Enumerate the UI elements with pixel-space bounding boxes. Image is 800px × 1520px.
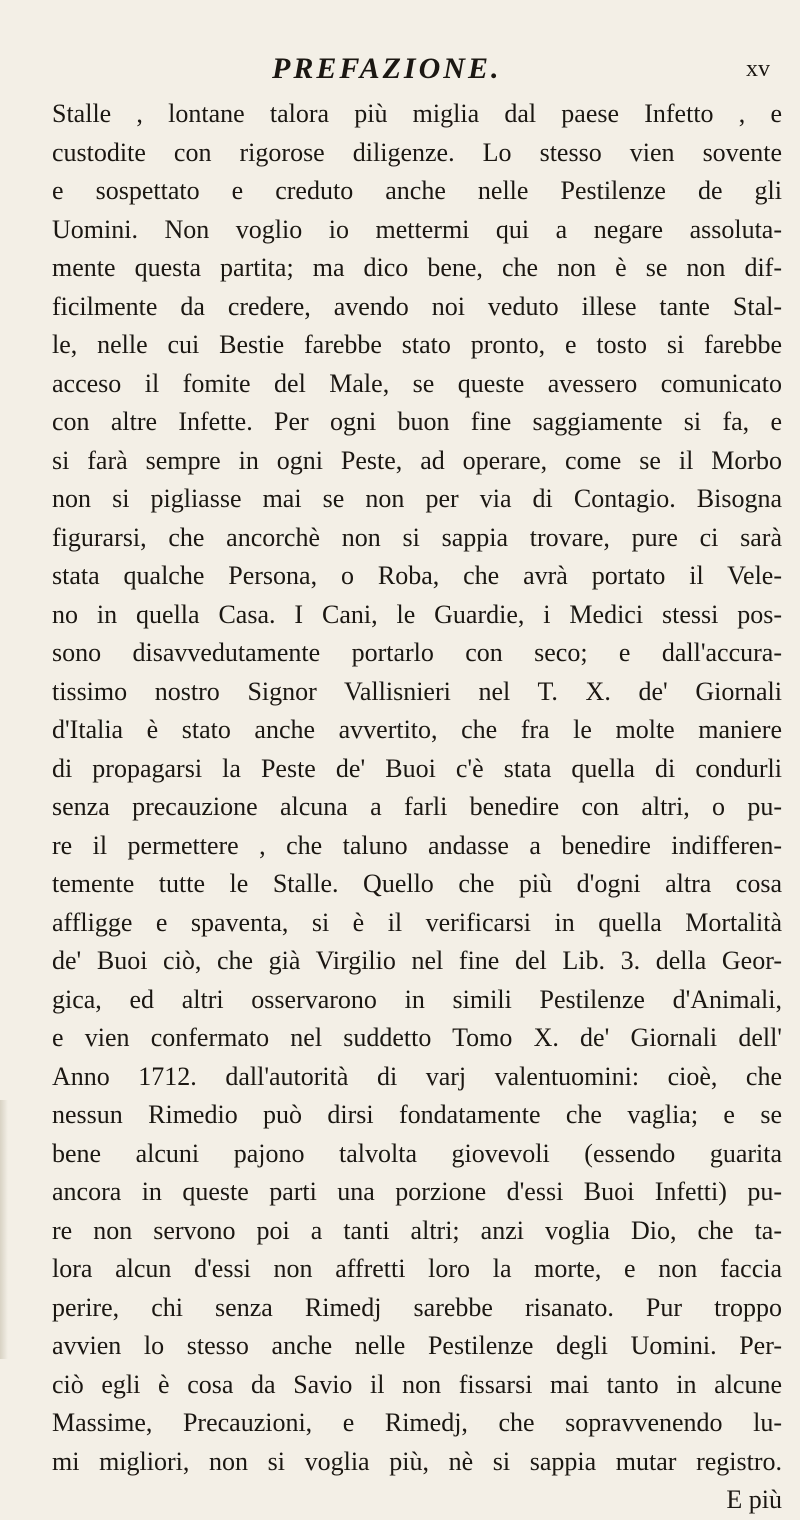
page-header [40,52,780,92]
text-line: sono disavvedutamente portarlo con seco; e dall'accura- [52,638,782,667]
text-line: ficilmente da credere, avendo noi veduto illese tante Stal- [52,291,782,321]
text-line: Uomini. Non voglio io mettermi qui a negare assoluta- [52,214,782,244]
text-line: Anno 1712. dall'autorità di varj valentuomini: cioè, che [52,1061,782,1091]
running-title: PREFAZIONE. [272,52,502,85]
text-line: lora alcun d'essi non affretti loro la morte, e non faccia [52,1254,782,1283]
text-line: non si pigliasse mai se non per via di Contagio. Bisogna [52,484,782,513]
body-text [52,95,782,1520]
text-line: nessun Rimedio può dirsi fondatamente che vaglia; e se [52,1100,782,1129]
text-line: si farà sempre in ogni Peste, ad operare, come se il Morbo [52,445,782,475]
text-line: custodite con rigorose diligenze. Lo stesso vien sovente [52,137,782,167]
text-line: no in quella Casa. I Cani, le Guardie, i Medici stessi pos- [52,599,782,629]
text-line: e vien confermato nel suddetto Tomo X. de' Giornali dell' [52,1023,782,1052]
text-line: Massime, Precauzioni, e Rimedj, che sopravvenendo lu- [52,1408,782,1437]
text-line: bene alcuni pajono talvolta giovevoli (essendo guarita [52,1138,782,1168]
text-line: stata qualche Persona, o Roba, che avrà portato il Vele- [52,561,782,590]
text-line: re il permettere , che taluno andasse a benedire indifferen- [52,830,782,860]
text-line: E più [726,1485,782,1514]
text-line: d'Italia è stato anche avvertito, che fra le molte maniere [52,715,782,744]
text-line: le, nelle cui Bestie farebbe stato pronto, e tosto si farebbe [52,330,782,359]
text-line: de' Buoi ciò, che già Virgilio nel fine del Lib. 3. della Geor- [52,946,782,975]
text-line: perire, chi senza Rimedj sarebbe risanato. Pur troppo [52,1292,782,1322]
text-line: re non servono poi a tanti altri; anzi voglia Dio, che ta- [52,1215,782,1245]
text-line: ciò egli è cosa da Savio il non fissarsi mai tanto in alcune [52,1369,782,1399]
text-line: mente questa partita; ma dico bene, che non è se non dif- [52,253,782,282]
text-line: Stalle , lontane talora più miglia dal paese Infetto , e [52,99,782,128]
text-line: con altre Infette. Per ogni buon fine saggiamente si fa, e [52,407,782,436]
page-edge-shadow [0,1100,8,1359]
text-line: gica, ed altri osservarono in simili Pestilenze d'Animali, [52,984,782,1014]
text-line: mi migliori, non si voglia più, nè si sappia mutar registro. [52,1446,782,1476]
text-line: affligge e spaventa, si è il verificarsi in quella Mortalità [52,907,782,937]
text-line: ancora in queste parti una porzione d'essi Buoi Infetti) pu- [52,1177,782,1206]
text-line: di propagarsi la Peste de' Buoi c'è stata quella di condurli [52,753,782,783]
text-line: e sospettato e creduto anche nelle Pestilenze de gli [52,176,782,205]
text-line: senza precauzione alcuna a farli benedire con altri, o pu- [52,792,782,821]
page-number: xv [746,56,770,82]
text-line: temente tutte le Stalle. Quello che più d'ogni altra cosa [52,869,782,898]
text-line: figurarsi, che ancorchè non si sappia trovare, pure ci sarà [52,522,782,552]
text-line: tissimo nostro Signor Vallisnieri nel T. X. de' Giornali [52,676,782,706]
text-line: acceso il fomite del Male, se queste avessero comunicato [52,368,782,398]
text-line: avvien lo stesso anche nelle Pestilenze degli Uomini. Per- [52,1331,782,1360]
